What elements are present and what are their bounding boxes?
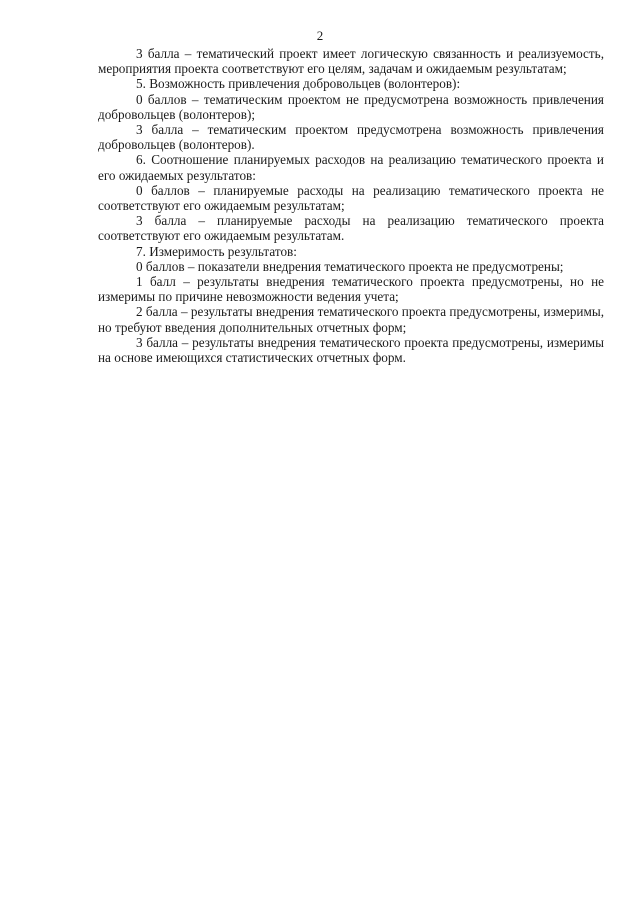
paragraph-criterion-4-score-3: 3 балла – тематический проект имеет логическую связанность и реализуемость, мероприятия проекта соответствуют его целям, задачам и ожидаемым результатам; [98,46,604,77]
page-number: 2 [316,28,324,43]
paragraph-criterion-7-score-3: 3 балла – результаты внедрения тематического проекта предусмотрены, измеримы на основе имеющихся статистических отчетных форм. [98,334,604,366]
paragraph-criterion-5-score-3: 3 балла – тематическим проектом предусмотрена возможность привлечения добровольцев (волонтеров). [98,122,604,153]
heading-criterion-7-measurability: 7. Измеримость результатов: [136,243,297,259]
paragraph-criterion-6-score-0: 0 баллов – планируемые расходы на реализацию тематического проекта не соответствуют его ожидаемым результатам; [98,182,604,214]
paragraph-criterion-7-score-2: 2 балла – результаты внедрения тематического проекта предусмотрены, измеримы, но требуют введения дополнительных отчетных форм; [98,304,604,335]
heading-criterion-6-cost-ratio: 6. Соотношение планируемых расходов на реализацию тематического проекта и его ожидаемых результатов: [98,152,604,183]
paragraph-criterion-6-score-3: 3 балла – планируемые расходы на реализацию тематического проекта соответствуют его ожидаемым результатам. [98,213,604,244]
paragraph-criterion-7-score-0: 0 баллов – показатели внедрения тематического проекта не предусмотрены; [136,258,564,274]
paragraph-criterion-5-score-0: 0 баллов – тематическим проектом не предусмотрена возможность привлечения добровольцев (волонтеров); [98,91,604,122]
paragraph-criterion-7-score-1: 1 балл – результаты внедрения тематического проекта предусмотрены, но не измеримы по причине невозможности ведения учета; [98,274,604,305]
document-body [98,46,604,365]
heading-criterion-5-volunteers: 5. Возможность привлечения добровольцев (волонтеров): [136,76,461,92]
